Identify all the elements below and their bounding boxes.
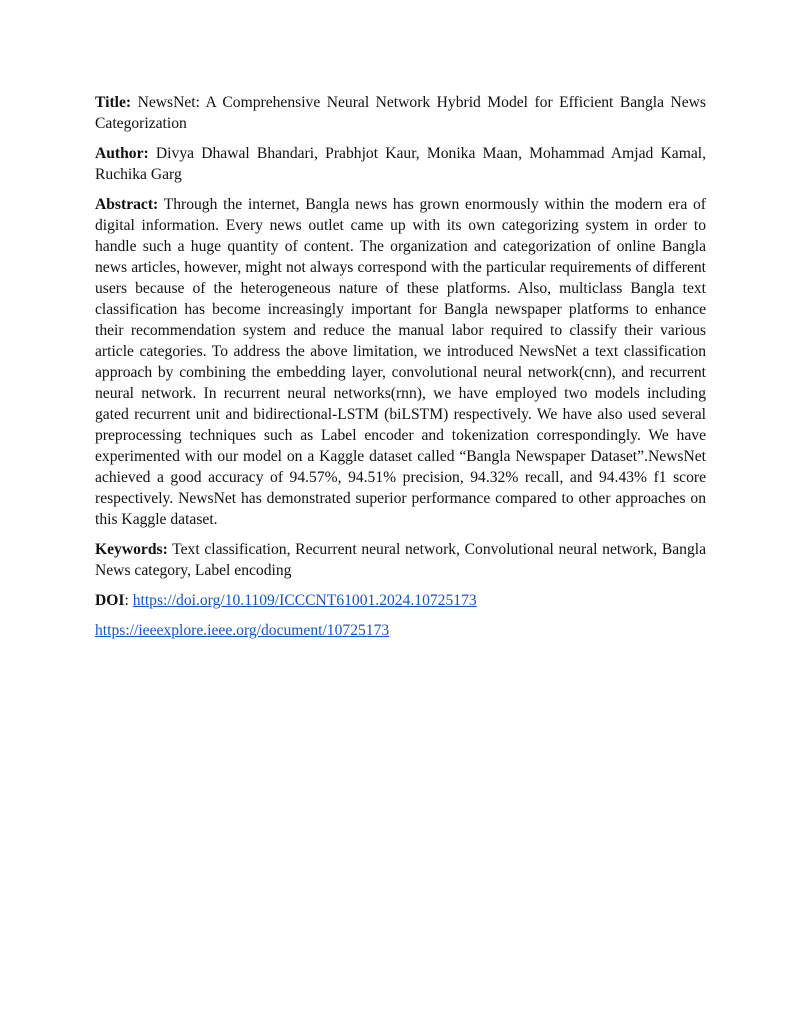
keywords-label: Keywords: bbox=[95, 541, 168, 558]
author-list: Divya Dhawal Bhandari, Prabhjot Kaur, Monika Maan, Mohammad Amjad Kamal, Ruchika Garg bbox=[95, 145, 706, 183]
abstract-label: Abstract: bbox=[95, 196, 159, 213]
document-page bbox=[95, 92, 706, 650]
ieee-link-paragraph bbox=[95, 620, 706, 641]
keywords-paragraph bbox=[95, 539, 706, 581]
doi-separator: : bbox=[124, 592, 129, 609]
doi-label: DOI bbox=[95, 592, 125, 609]
abstract-paragraph bbox=[95, 194, 706, 530]
ieee-xplore-link[interactable]: https://ieeexplore.ieee.org/document/10725173 bbox=[95, 622, 390, 639]
abstract-text: Through the internet, Bangla news has grown enormously within the modern era of digital information. Every news outlet came up with its own categorizing system in order to handle such a huge quantity of content. The organization and categorization of online Bangla news articles, however, might not always correspond with the particular requirements of different users because of the heterogeneous nature of these platforms. Also, multiclass Bangla text classification has become increasingly important for Bangla newspaper platforms to enhance their recommendation system and reduce the manual labor required to classify their various article categories. To address the above limitation, we introduced NewsNet a text classification approach by combining the embedding layer, convolutional neural network(cnn), and recurrent neural network. In recurrent neural networks(rnn), we have employed two models including gated recurrent unit and bidirectional-LSTM (biLSTM) respectively. We have also used several preprocessing techniques such as Label encoder and tokenization correspondingly. We have experimented with our model on a Kaggle dataset called “Bangla Newspaper Dataset”.NewsNet achieved a good accuracy of 94.57%, 94.51% precision, 94.32% recall, and 94.43% f1 score respectively. NewsNet has demonstrated superior performance compared to other approaches on this Kaggle dataset. bbox=[95, 196, 706, 528]
paper-title: NewsNet: A Comprehensive Neural Network Hybrid Model for Efficient Bangla News Categorization bbox=[95, 94, 706, 132]
keywords-text: Text classification, Recurrent neural network, Convolutional neural network, Bangla News category, Label encoding bbox=[95, 541, 707, 579]
title-label: Title: bbox=[95, 94, 132, 111]
doi-paragraph bbox=[95, 590, 706, 611]
author-paragraph bbox=[95, 143, 706, 185]
title-paragraph bbox=[95, 92, 706, 134]
author-label: Author: bbox=[95, 145, 149, 162]
doi-link[interactable]: https://doi.org/10.1109/ICCCNT61001.2024.10725173 bbox=[132, 592, 477, 609]
